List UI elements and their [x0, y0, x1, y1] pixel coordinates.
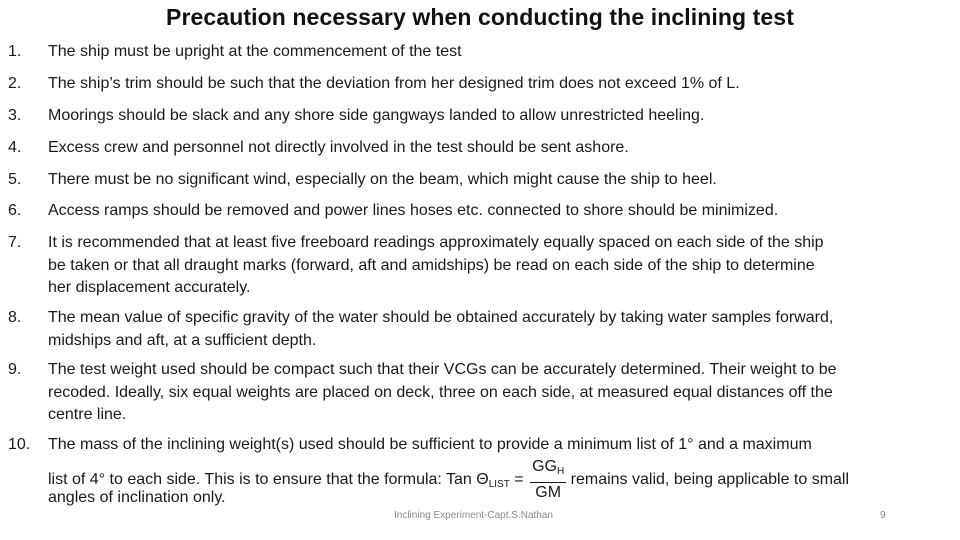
item-number: 4.: [8, 139, 22, 156]
item-line: The test weight used should be compact such that their VCGs can be accurately determined. Their weight to be: [48, 361, 837, 378]
footer-text: Inclining Experiment-Capt.S.Nathan: [394, 510, 553, 521]
item-number: 5.: [8, 171, 22, 188]
fraction-numerator: [530, 457, 566, 483]
formula-line-before: list of 4° to each side. This is to ensure that the formula: Tan: [48, 470, 477, 488]
formula-line-after: remains valid, being applicable to small: [566, 470, 850, 488]
item-number: 10.: [8, 436, 31, 453]
theta-subscript: LIST: [488, 478, 510, 490]
item-text: [48, 169, 950, 192]
item-line: midships and aft, at a sufficient depth.: [48, 331, 317, 349]
item-text: [48, 105, 950, 128]
item-text: [48, 434, 950, 509]
item-text: [48, 307, 950, 352]
item-line: be taken or that all draught marks (forward, aft and amidships) be read on each side of the ship to determine: [48, 256, 815, 274]
item-line: The mean value of specific gravity of the water should be obtained accurately by taking water samples forward,: [48, 309, 834, 326]
item-line: Moorings should be slack and any shore side gangways landed to allow unrestricted heeling.: [48, 107, 705, 124]
item-text: [48, 232, 950, 300]
item-line: centre line.: [48, 406, 127, 423]
item-number: 3.: [8, 107, 22, 124]
item-line: angles of inclination only.: [48, 488, 226, 506]
item-number: 7.: [8, 234, 22, 251]
item-text: [48, 41, 950, 64]
item-line: There must be no significant wind, especially on the beam, which might cause the ship to heel.: [48, 171, 717, 188]
item-number: 8.: [8, 309, 22, 326]
item-line: It is recommended that at least five freeboard readings approximately equally spaced on each side of the ship: [48, 234, 824, 251]
item-number: 6.: [8, 202, 22, 219]
item-text: [48, 73, 950, 96]
item-text: [48, 137, 950, 160]
item-number: 9.: [8, 361, 22, 378]
equals-sign: =: [509, 470, 524, 488]
item-number: 2.: [8, 75, 22, 92]
numerator-subscript: H: [556, 465, 565, 477]
item-number: 1.: [8, 43, 22, 60]
slide-title: Precaution necessary when conducting the inclining test: [166, 4, 794, 30]
item-line: Access ramps should be removed and power lines hoses etc. connected to shore should be minimized.: [48, 202, 779, 219]
fraction-denominator: GM: [535, 483, 562, 501]
item-line: The ship’s trim should be such that the deviation from her designed trim does not exceed 1% of L.: [48, 75, 740, 92]
item-line: The ship must be upright at the commencement of the test: [48, 43, 462, 60]
item-text: [48, 359, 950, 427]
theta-symbol: Θ: [476, 470, 489, 488]
item-line: recoded. Ideally, six equal weights are placed on deck, three on each side, at measured equal distances off the: [48, 383, 833, 401]
page-number: 9: [880, 510, 886, 521]
item-line: her displacement accurately.: [48, 279, 251, 296]
item-line: Excess crew and personnel not directly involved in the test should be sent ashore.: [48, 139, 629, 156]
item-text: [48, 200, 950, 223]
numerator-text: GG: [532, 457, 557, 475]
formula-fraction: [530, 457, 566, 503]
item-line: The mass of the inclining weight(s) used should be sufficient to provide a minimum list of 1° and a maximum: [48, 436, 812, 453]
